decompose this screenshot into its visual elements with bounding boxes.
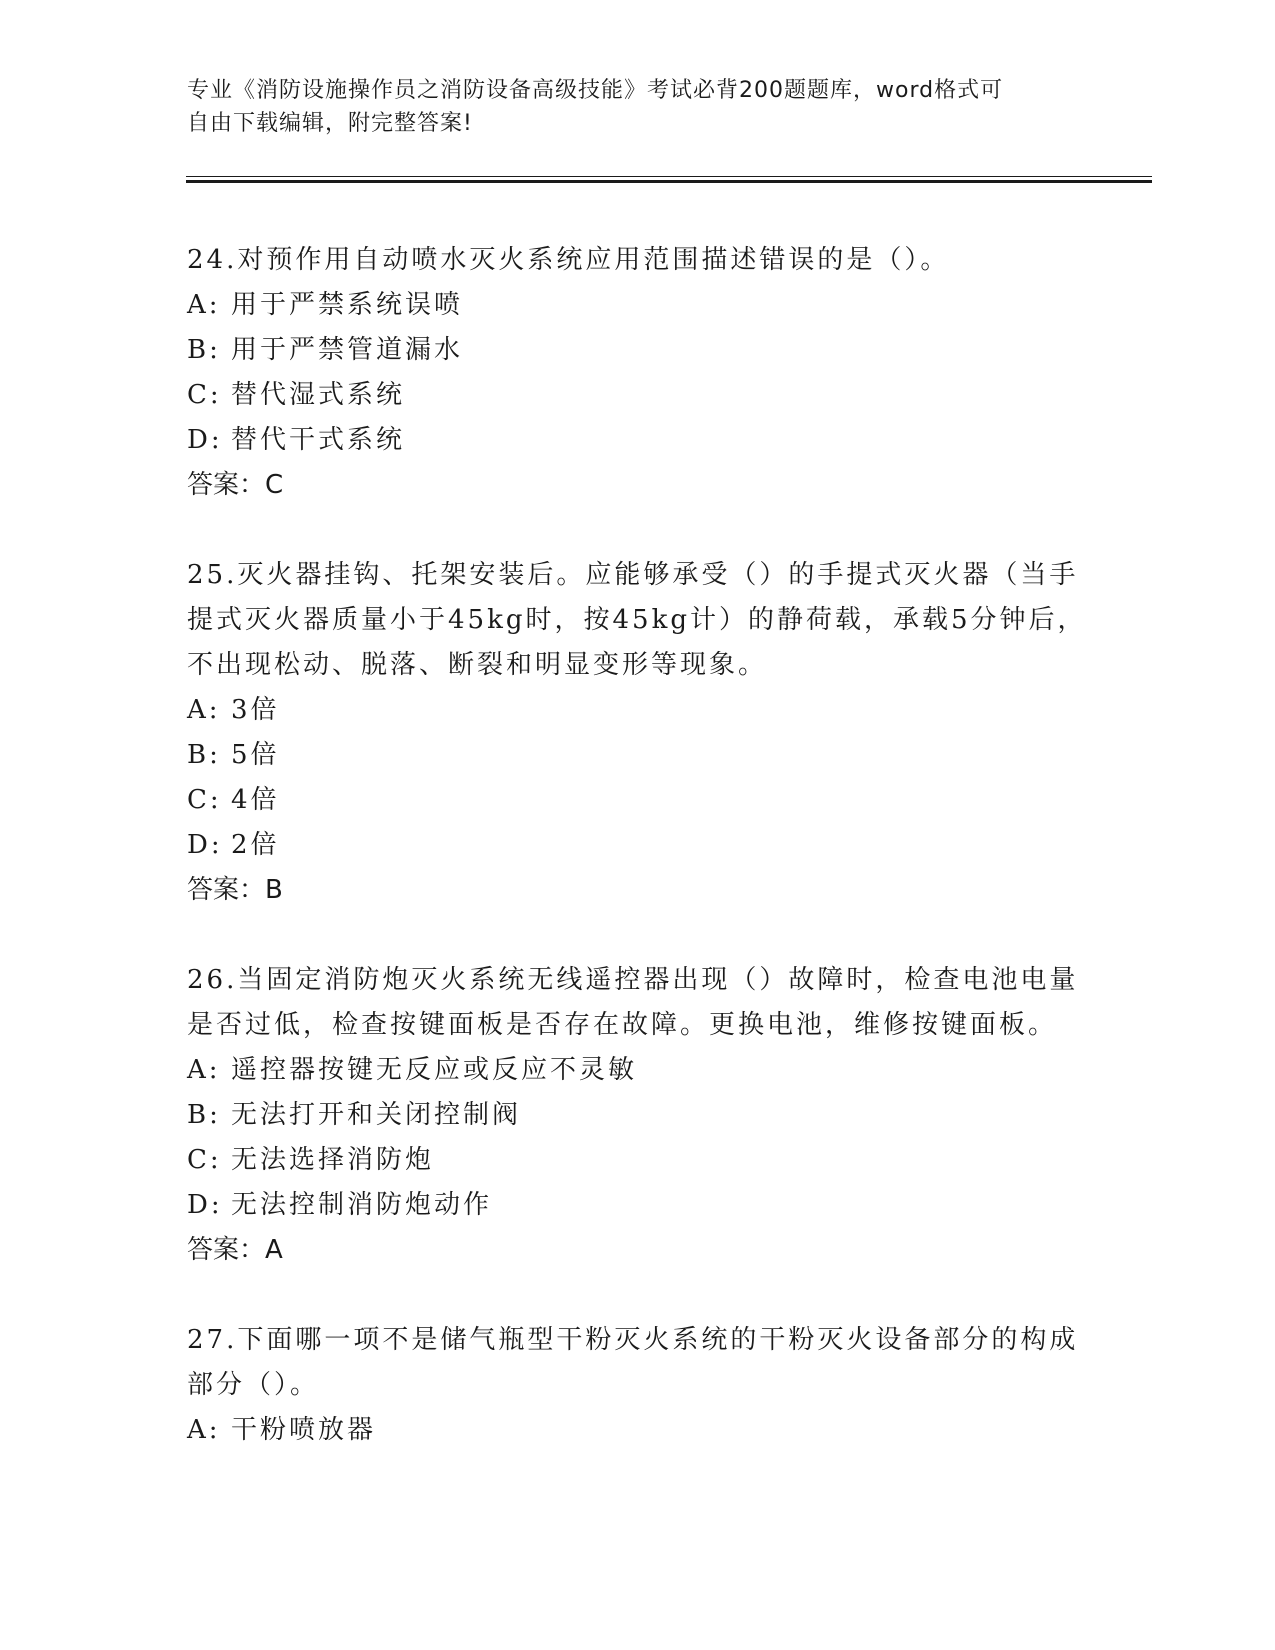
option-c bbox=[187, 778, 1087, 823]
answer-line: 答案：C bbox=[187, 470, 284, 500]
option-letter: D: bbox=[187, 425, 223, 455]
option-letter: C: bbox=[187, 1145, 222, 1175]
header-divider-thick bbox=[186, 180, 1152, 183]
option-letter: A: bbox=[187, 290, 221, 320]
question-26 bbox=[187, 958, 1087, 1273]
option-b bbox=[187, 1093, 1087, 1138]
option-a bbox=[187, 283, 1087, 328]
option-a bbox=[187, 1408, 1087, 1453]
answer-line: 答案：A bbox=[187, 1235, 283, 1265]
question-27 bbox=[187, 1318, 1087, 1453]
option-d bbox=[187, 1183, 1087, 1228]
option-letter: A: bbox=[187, 1055, 221, 1085]
option-a bbox=[187, 688, 1087, 733]
option-text: 用于严禁系统误喷 bbox=[231, 290, 464, 320]
option-letter: B: bbox=[187, 1100, 221, 1130]
question-text: 26.当固定消防炮灭火系统无线遥控器出现（）故障时，检查电池电量是否过低，检查按键面板是否存在故障。更换电池，维修按键面板。 bbox=[187, 965, 1079, 1040]
option-text: 无法选择消防炮 bbox=[231, 1145, 435, 1175]
question-text: 27.下面哪一项不是储气瓶型干粉灭火系统的干粉灭火设备部分的构成部分（）。 bbox=[187, 1325, 1079, 1400]
option-c bbox=[187, 1138, 1087, 1183]
option-b bbox=[187, 328, 1087, 373]
question-text: 24.对预作用自动喷水灭火系统应用范围描述错误的是（）。 bbox=[187, 245, 950, 275]
option-text: 4倍 bbox=[231, 785, 280, 815]
option-text: 5倍 bbox=[231, 740, 280, 770]
option-letter: D: bbox=[187, 1190, 223, 1220]
header-line-2: 自由下载编辑，附完整答案! bbox=[187, 111, 473, 136]
option-text: 用于严禁管道漏水 bbox=[231, 335, 464, 365]
option-c bbox=[187, 373, 1087, 418]
option-d bbox=[187, 823, 1087, 868]
question-text: 25.灭火器挂钩、托架安装后。应能够承受（）的手提式灭火器（当手提式灭火器质量小于45kg时，按45kg计）的静荷载，承载5分钟后，不出现松动、脱落、断裂和明显变形等现象。 bbox=[187, 560, 1087, 680]
option-letter: D: bbox=[187, 830, 223, 860]
header-divider-thin bbox=[186, 176, 1152, 177]
option-letter: A: bbox=[187, 695, 221, 725]
header-line-1: 专业《消防设施操作员之消防设备高级技能》考试必背200题题库，word格式可 bbox=[187, 78, 1004, 103]
question-25 bbox=[187, 553, 1087, 913]
answer-line: 答案：B bbox=[187, 875, 283, 905]
option-letter: C: bbox=[187, 785, 222, 815]
option-text: 无法控制消防炮动作 bbox=[231, 1190, 493, 1220]
option-text: 干粉喷放器 bbox=[231, 1415, 377, 1445]
option-text: 3倍 bbox=[231, 695, 280, 725]
option-text: 替代湿式系统 bbox=[231, 380, 406, 410]
option-letter: C: bbox=[187, 380, 222, 410]
option-letter: B: bbox=[187, 740, 221, 770]
option-letter: A: bbox=[187, 1415, 221, 1445]
option-text: 无法打开和关闭控制阀 bbox=[231, 1100, 522, 1130]
option-b bbox=[187, 733, 1087, 778]
option-a bbox=[187, 1048, 1087, 1093]
option-d bbox=[187, 418, 1087, 463]
question-list bbox=[187, 238, 1087, 1498]
option-text: 遥控器按键无反应或反应不灵敏 bbox=[231, 1055, 638, 1085]
option-letter: B: bbox=[187, 335, 221, 365]
option-text: 2倍 bbox=[231, 830, 280, 860]
option-text: 替代干式系统 bbox=[231, 425, 406, 455]
document-header bbox=[187, 74, 1087, 140]
question-24 bbox=[187, 238, 1087, 508]
